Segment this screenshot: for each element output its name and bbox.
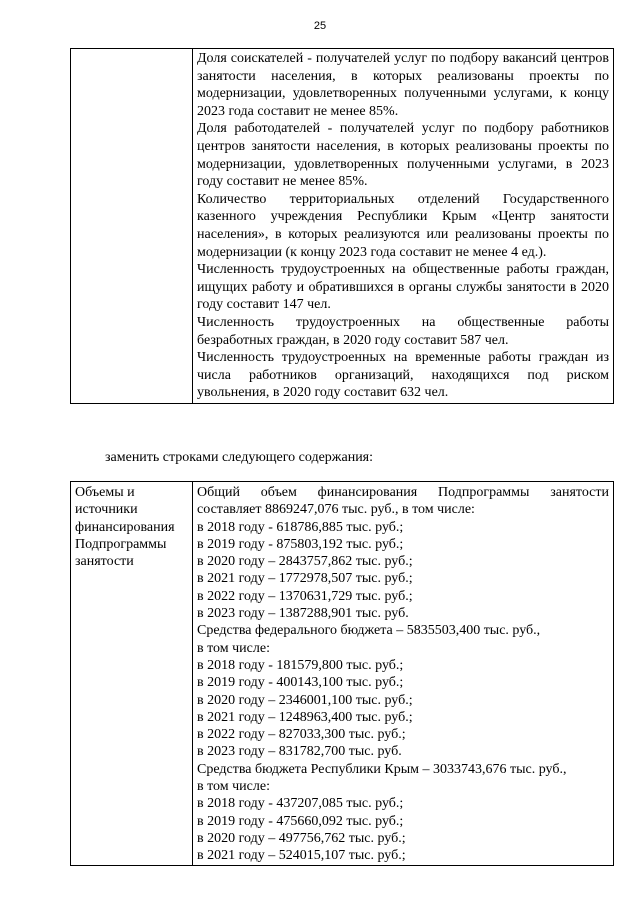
page-number: 25 — [313, 20, 327, 32]
indicator-paragraph: Доля работодателей - получателей услуг по подбору работников центров занятости населения, в которых реализованы проекты по модернизации, удовлетворенных полученными услугами, в 2023 году составит не менее 85%. — [197, 121, 609, 190]
financing-line: в 2018 году - 437207,085 тыс. руб.; — [197, 796, 404, 812]
indicator-paragraph: Численность трудоустроенных на общественные работы граждан, ищущих работу и обратившихся в органы службы занятости в 2020 году составит 147 чел. — [197, 262, 609, 313]
financing-line: составляет 8869247,076 тыс. руб., в том числе: — [197, 502, 475, 518]
financing-line: в 2021 году – 524015,107 тыс. руб.; — [197, 848, 406, 864]
financing-line: в том числе: — [197, 779, 270, 795]
financing-table — [70, 481, 614, 866]
indicator-paragraph: Количество территориальных отделений Государственного казенного учреждения Республики Крым «Центр занятости населения», в которых реализуются или реализованы проекты по модернизации (к концу 2023 года составит не менее 4 ед.). — [197, 191, 609, 260]
financing-line: в 2023 году – 831782,700 тыс. руб. — [197, 744, 402, 760]
financing-line: в 2021 году – 1772978,507 тыс. руб.; — [197, 571, 413, 587]
financing-line: в 2021 году – 1248963,400 тыс. руб.; — [197, 709, 413, 725]
financing-line: в 2020 году – 2843757,862 тыс. руб.; — [197, 554, 413, 570]
financing-line: в 2018 году - 181579,800 тыс. руб.; — [197, 657, 404, 673]
indicator-paragraph: Численность трудоустроенных на общественные работы безработных граждан, в 2020 году составит 587 чел. — [197, 314, 609, 348]
label-line: занятости — [75, 554, 134, 570]
indicators-table — [70, 48, 614, 404]
table-row — [71, 49, 614, 404]
label-line: финансирования — [75, 519, 175, 535]
financing-line: в 2022 году – 827033,300 тыс. руб.; — [197, 727, 406, 743]
financing-line: в 2023 году – 1387288,901 тыс. руб. — [197, 606, 409, 622]
financing-line: в 2019 году - 400143,100 тыс. руб.; — [197, 675, 404, 691]
intro-text: заменить строками следующего содержания: — [105, 450, 374, 465]
table-row — [71, 482, 614, 866]
indicator-paragraph: Доля соискателей - получателей услуг по подбору вакансий центров занятости населения, в которых реализованы проекты по модернизации, удовлетворенных полученными услугами, к концу 2023 года составит не менее 85%. — [197, 51, 609, 119]
indicator-paragraph: Численность трудоустроенных на временные работы граждан из числа работников организаций, находящихся под риском увольнения, в 2020 году составит 632 чел. — [197, 350, 609, 401]
financing-line: в 2022 году – 1370631,729 тыс. руб.; — [197, 588, 413, 604]
financing-label-cell — [71, 482, 193, 866]
label-line: Подпрограммы — [75, 536, 167, 552]
label-line: Объемы и — [75, 485, 135, 500]
financing-content-cell — [193, 482, 614, 866]
financing-line: Общий объем финансирования Подпрограммы занятости — [197, 485, 609, 500]
label-line: источники — [75, 502, 138, 518]
financing-line: Средства бюджета Республики Крым – 3033743,676 тыс. руб., — [197, 761, 567, 777]
financing-line: в 2020 году – 2346001,100 тыс. руб.; — [197, 692, 413, 708]
financing-line: в 2019 году - 475660,092 тыс. руб.; — [197, 813, 404, 829]
indicators-cell — [193, 49, 614, 404]
financing-line: в 2019 году - 875803,192 тыс. руб.; — [197, 536, 404, 552]
financing-line: в 2018 году - 618786,885 тыс. руб.; — [197, 519, 404, 535]
empty-label-cell — [71, 49, 193, 404]
financing-line: в 2020 году – 497756,762 тыс. руб.; — [197, 830, 406, 846]
financing-line: в том числе: — [197, 640, 270, 656]
financing-line: Средства федерального бюджета – 5835503,400 тыс. руб., — [197, 623, 541, 639]
